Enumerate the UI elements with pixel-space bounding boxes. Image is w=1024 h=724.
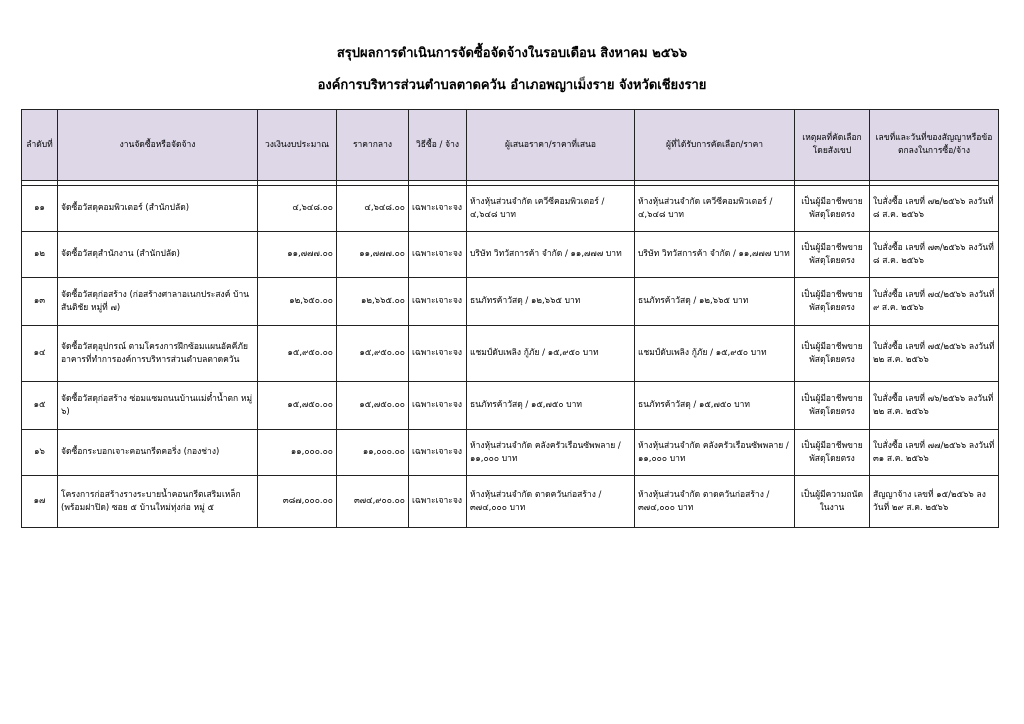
cell-reason: เป็นผู้มีความถนัดในงาน — [795, 476, 870, 528]
cell-method: เฉพาะเจาะจง — [409, 326, 467, 382]
cell-reason: เป็นผู้มีอาชีพขายพัสดุโดยตรง — [795, 382, 870, 430]
col-header-contract: เลขที่และวันที่ของสัญญาหรือข้อตกลงในการซื้อ/จ้าง — [870, 110, 999, 181]
cell-bidder: ห้างหุ้นส่วนจำกัด คลังครัวเรือนซัพพลาย / ๑๑,๐๐๐ บาท — [467, 430, 635, 476]
cell-item: จัดซื้อวัสดุสำนักงาน (สำนักปลัด) — [58, 232, 258, 278]
cell-budget: ๑๒,๖๕๐.๐๐ — [258, 278, 337, 326]
table-row — [22, 476, 999, 528]
cell-method: เฉพาะเจาะจง — [409, 186, 467, 232]
cell-bidder: แชมป์ดับเพลิง กู้ภัย / ๑๕,๙๕๐ บาท — [467, 326, 635, 382]
cell-contract: ใบสั่งซื้อ เลขที่ ๗๕/๒๕๖๖ ลงวันที่ ๒๒ ส.ค. ๒๕๖๖ — [870, 326, 999, 382]
col-header-method: วิธีซื้อ / จ้าง — [409, 110, 467, 181]
col-header-item: งานจัดซื้อหรือจัดจ้าง — [58, 110, 258, 181]
cell-contract: ใบสั่งซื้อ เลขที่ ๗๗/๒๕๖๖ ลงวันที่ ๓๑ ส.ค. ๒๕๖๖ — [870, 430, 999, 476]
cell-budget: ๑๑,๐๐๐.๐๐ — [258, 430, 337, 476]
cell-selected: ห้างหุ้นส่วนจำกัด คลังครัวเรือนซัพพลาย / ๑๑,๐๐๐ บาท — [635, 430, 795, 476]
cell-median: ๑๕,๗๕๐.๐๐ — [337, 382, 409, 430]
cell-item: โครงการก่อสร้างรางระบายน้ำคอนกรีตเสริมเหล็ก (พร้อมฝาปิด) ซอย ๕ บ้านใหม่ทุ่งก่อ หมู่ ๕ — [58, 476, 258, 528]
cell-median: ๑๑,๗๗๗.๐๐ — [337, 232, 409, 278]
cell-budget: ๔,๖๔๘.๐๐ — [258, 186, 337, 232]
table-row — [22, 186, 999, 232]
header-row — [22, 110, 999, 181]
cell-contract: ใบสั่งซื้อ เลขที่ ๗๔/๒๕๖๖ ลงวันที่ ๙ ส.ค. ๒๕๖๖ — [870, 278, 999, 326]
cell-bidder: ธนภัทรค้าวัสดุ / ๑๒,๖๖๕ บาท — [467, 278, 635, 326]
cell-item: จัดซื้อวัสดุอุปกรณ์ ตามโครงการฝึกซ้อมแผนอัคคีภัยอาคารที่ทำการองค์การบริหารส่วนตำบลตาดควัน — [58, 326, 258, 382]
cell-no: ๑๒ — [22, 232, 58, 278]
cell-median: ๓๗๔,๙๐๐.๐๐ — [337, 476, 409, 528]
cell-reason: เป็นผู้มีอาชีพขายพัสดุโดยตรง — [795, 430, 870, 476]
cell-contract: ใบสั่งซื้อ เลขที่ ๗๒/๒๕๖๖ ลงวันที่ ๘ ส.ค. ๒๕๖๖ — [870, 186, 999, 232]
col-header-median-price: ราคากลาง — [337, 110, 409, 181]
cell-median: ๔,๖๔๘.๐๐ — [337, 186, 409, 232]
cell-no: ๑๑ — [22, 186, 58, 232]
col-header-budget: วงเงินงบประมาณ — [258, 110, 337, 181]
procurement-table — [21, 109, 999, 528]
cell-budget: ๑๑,๗๗๗.๐๐ — [258, 232, 337, 278]
cell-method: เฉพาะเจาะจง — [409, 430, 467, 476]
cell-reason: เป็นผู้มีอาชีพขายพัสดุโดยตรง — [795, 278, 870, 326]
cell-method: เฉพาะเจาะจง — [409, 476, 467, 528]
cell-selected: ธนภัทรค้าวัสดุ / ๑๕,๗๕๐ บาท — [635, 382, 795, 430]
cell-contract: สัญญาจ้าง เลขที่ ๑๕/๒๕๖๖ ลงวันที่ ๒๙ ส.ค. ๒๕๖๖ — [870, 476, 999, 528]
cell-bidder: ห้างหุ้นส่วนจำกัด เควีซีคอมพิวเตอร์ / ๔,๖๔๘ บาท — [467, 186, 635, 232]
cell-selected: ธนภัทรค้าวัสดุ / ๑๒,๖๖๕ บาท — [635, 278, 795, 326]
cell-budget: ๑๕,๗๕๐.๐๐ — [258, 382, 337, 430]
cell-median: ๑๒,๖๖๕.๐๐ — [337, 278, 409, 326]
cell-no: ๑๖ — [22, 430, 58, 476]
cell-selected: ห้างหุ้นส่วนจำกัด เควีซีคอมพิวเตอร์ / ๔,๖๔๘ บาท — [635, 186, 795, 232]
cell-reason: เป็นผู้มีอาชีพขายพัสดุโดยตรง — [795, 232, 870, 278]
cell-method: เฉพาะเจาะจง — [409, 232, 467, 278]
cell-item: จัดซื้อวัสดุก่อสร้าง ซ่อมแซมถนนบ้านแม่ต๋ำน้ำตก หมู่ ๖) — [58, 382, 258, 430]
cell-selected: ห้างหุ้นส่วนจำกัด ตาดควันก่อสร้าง / ๓๗๔,๐๐๐ บาท — [635, 476, 795, 528]
cell-method: เฉพาะเจาะจง — [409, 278, 467, 326]
document-title: สรุปผลการดำเนินการจัดซื้อจัดจ้างในรอบเดือน สิงหาคม ๒๕๖๖ — [336, 46, 688, 61]
table-row — [22, 382, 999, 430]
cell-contract: ใบสั่งซื้อ เลขที่ ๗๖/๒๕๖๖ ลงวันที่ ๒๒ ส.ค. ๒๕๖๖ — [870, 382, 999, 430]
table-row — [22, 326, 999, 382]
cell-item: จัดซื้อวัสดุก่อสร้าง (ก่อสร้างศาลาอเนกประสงค์ บ้านสันติชัย หมู่ที่ ๗) — [58, 278, 258, 326]
table-row — [22, 430, 999, 476]
cell-median: ๑๕,๙๕๐.๐๐ — [337, 326, 409, 382]
col-header-reason: เหตุผลที่คัดเลือกโดยสังเขป — [795, 110, 870, 181]
cell-budget: ๑๕,๙๕๐.๐๐ — [258, 326, 337, 382]
col-header-no: ลำดับที่ — [22, 110, 58, 181]
cell-no: ๑๔ — [22, 326, 58, 382]
col-header-selected: ผู้ที่ได้รับการคัดเลือก/ราคา — [635, 110, 795, 181]
cell-no: ๑๓ — [22, 278, 58, 326]
cell-method: เฉพาะเจาะจง — [409, 382, 467, 430]
cell-bidder: ห้างหุ้นส่วนจำกัด ตาดควันก่อสร้าง / ๓๗๔,๐๐๐ บาท — [467, 476, 635, 528]
cell-no: ๑๗ — [22, 476, 58, 528]
cell-budget: ๓๘๗,๐๐๐.๐๐ — [258, 476, 337, 528]
cell-no: ๑๕ — [22, 382, 58, 430]
cell-selected: บริษัท วิทวัสการค้า จำกัด / ๑๑,๗๗๗ บาท — [635, 232, 795, 278]
cell-reason: เป็นผู้มีอาชีพขายพัสดุโดยตรง — [795, 326, 870, 382]
cell-item: จัดซื้อกระบอกเจาะคอนกรีตคอริ่ง (กองช่าง) — [58, 430, 258, 476]
table-row — [22, 278, 999, 326]
col-header-bidders: ผู้เสนอราคา/ราคาที่เสนอ — [467, 110, 635, 181]
document-subtitle: องค์การบริหารส่วนตำบลตาดควัน อำเภอพญาเม็งราย จังหวัดเชียงราย — [317, 78, 707, 93]
table-row — [22, 232, 999, 278]
cell-item: จัดซื้อวัสดุคอมพิวเตอร์ (สำนักปลัด) — [58, 186, 258, 232]
cell-contract: ใบสั่งซื้อ เลขที่ ๗๓/๒๕๖๖ ลงวันที่ ๘ ส.ค. ๒๕๖๖ — [870, 232, 999, 278]
cell-bidder: ธนภัทรค้าวัสดุ / ๑๕,๗๕๐ บาท — [467, 382, 635, 430]
cell-median: ๑๑,๐๐๐.๐๐ — [337, 430, 409, 476]
cell-reason: เป็นผู้มีอาชีพขายพัสดุโดยตรง — [795, 186, 870, 232]
cell-bidder: บริษัท วิทวัสการค้า จำกัด / ๑๑,๗๗๗ บาท — [467, 232, 635, 278]
cell-selected: แชมป์ดับเพลิง กู้ภัย / ๑๕,๙๕๐ บาท — [635, 326, 795, 382]
